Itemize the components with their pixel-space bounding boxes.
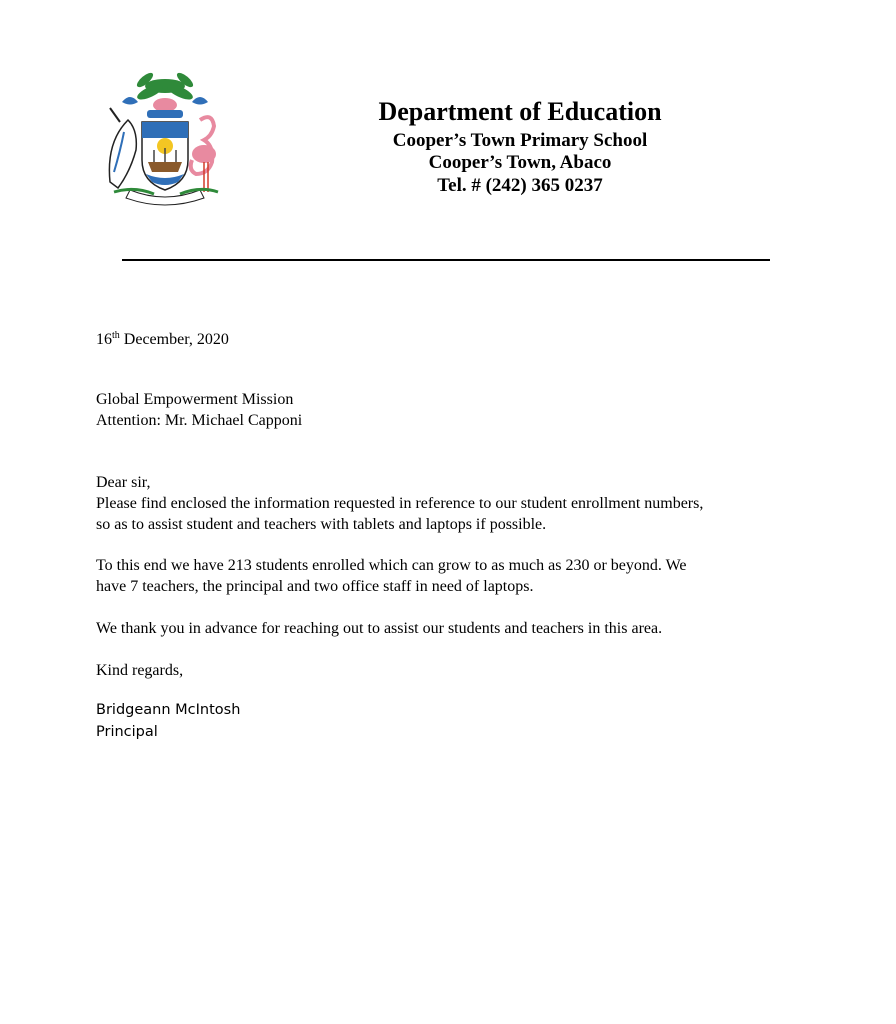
body-paragraph-3: We thank you in advance for reaching out to assist our students and teachers in this area. [96, 620, 663, 637]
paragraph-line: Please find enclosed the information requested in reference to our student enrollment numbers, [96, 495, 704, 512]
paragraph-line: have 7 teachers, the principal and two office staff in need of laptops. [96, 578, 534, 595]
date-day: 16 [96, 331, 112, 348]
body-paragraph-2 [96, 555, 687, 597]
school-location: Cooper’s Town, Abaco [428, 152, 612, 174]
school-name: Cooper’s Town Primary School [392, 129, 648, 151]
bahamas-coat-of-arms-icon [100, 72, 230, 207]
letter-date [96, 325, 229, 350]
paragraph-line: so as to assist student and teachers with tablets and laptops if possible. [96, 516, 547, 533]
signature-block [96, 699, 240, 743]
date-month-year: December, 2020 [119, 331, 229, 348]
body-paragraph-1 [96, 493, 703, 535]
school-telephone: Tel. # (242) 365 0237 [437, 175, 603, 197]
signatory-name: Bridgeann McIntosh [96, 702, 241, 718]
recipient-organization: Global Empowerment Mission [96, 391, 294, 408]
department-name: Department of Education [378, 97, 662, 126]
signatory-title: Principal [96, 724, 158, 740]
date-suffix: th [112, 330, 120, 341]
recipient-attention: Attention: Mr. Michael Capponi [96, 412, 303, 429]
closing: Kind regards, [96, 662, 184, 679]
letterhead [330, 98, 710, 199]
recipient-block [96, 389, 302, 431]
salutation: Dear sir, [96, 474, 151, 491]
letterhead-divider [122, 259, 770, 261]
paragraph-line: To this end we have 213 students enrolled which can grow to as much as 230 or beyond. We [96, 557, 687, 574]
